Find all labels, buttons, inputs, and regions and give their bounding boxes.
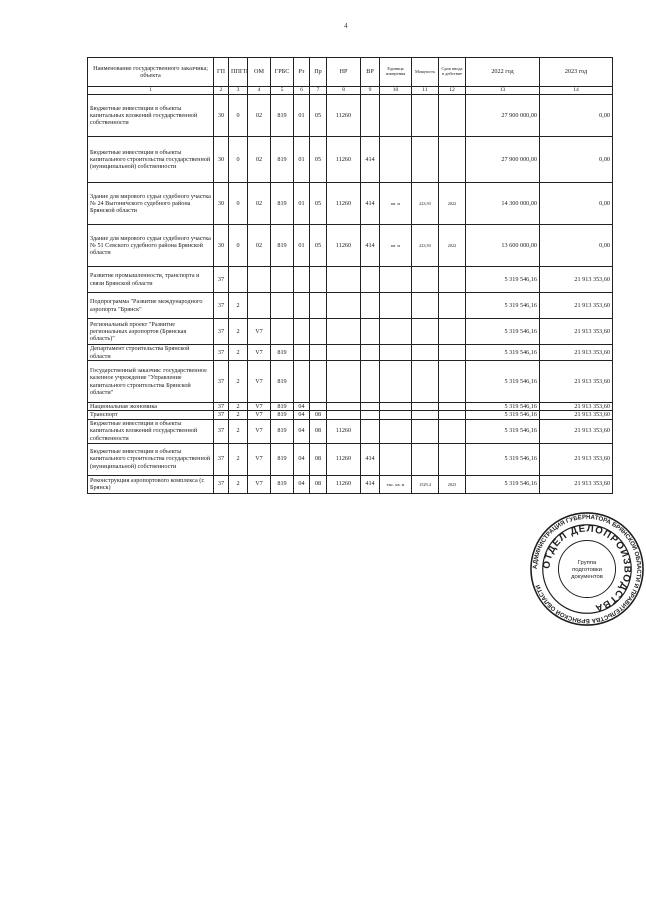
header-2023: 2023 год [540,58,613,87]
col-number: 14 [540,87,613,95]
cell-name: Региональный проект "Развитие региональных аэропортов (Брянская область)" [88,319,214,345]
cell-y2022: 5 319 546,16 [466,267,540,293]
cell-pr: 05 [310,183,327,225]
table-row [88,319,613,345]
cell-pr: 08 [310,475,327,493]
cell-gp: 30 [214,225,229,267]
cell-rz: 01 [294,137,310,183]
header-2022: 2022 год [466,58,540,87]
cell-deadline [439,403,466,411]
cell-pr: 05 [310,137,327,183]
cell-om: V7 [248,345,271,361]
cell-ppgp: 2 [229,411,248,419]
cell-nr [327,345,361,361]
table-row [88,225,613,267]
header-unit: Единица измерения [380,58,412,87]
stamp-center-line: подготовки [572,566,602,573]
cell-ppgp: 2 [229,443,248,475]
cell-capacity [412,319,439,345]
cell-name: Бюджетные инвестиции в объекты капитального строительства государственной (муниципальной) собственности [88,443,214,475]
cell-y2022: 5 319 546,16 [466,443,540,475]
stamp-center-line: Группа [577,560,597,567]
header-row [88,58,613,87]
col-number: 5 [271,87,294,95]
cell-grbs: 819 [271,419,294,443]
cell-grbs [271,293,294,319]
cell-y2023: 21 913 353,60 [540,443,613,475]
cell-y2022: 5 319 546,16 [466,411,540,419]
header-vr: ВР [361,58,380,87]
table-body [88,95,613,494]
cell-nr [327,361,361,403]
col-number: 13 [466,87,540,95]
cell-y2023: 21 913 353,60 [540,403,613,411]
cell-unit [380,293,412,319]
cell-vr [361,419,380,443]
col-number: 7 [310,87,327,95]
cell-capacity: 223,93 [412,183,439,225]
cell-om: V7 [248,411,271,419]
cell-gp: 37 [214,267,229,293]
col-number: 6 [294,87,310,95]
col-number: 4 [248,87,271,95]
cell-unit [380,345,412,361]
col-number: 8 [327,87,361,95]
cell-y2022: 5 319 546,16 [466,419,540,443]
cell-deadline: 2022 [439,225,466,267]
cell-nr: 11260 [327,475,361,493]
cell-name: Здание для мирового судьи судебного участка № 51 Севского судебного района Брянской области [88,225,214,267]
cell-deadline [439,95,466,137]
cell-capacity [412,293,439,319]
header-nr: НР [327,58,361,87]
col-number: 9 [361,87,380,95]
cell-name: Государственный заказчик: государственное казенное учреждение "Управление капитального строительства Брянской области" [88,361,214,403]
cell-pr [310,403,327,411]
cell-om: V7 [248,319,271,345]
cell-om: 02 [248,225,271,267]
cell-capacity [412,95,439,137]
cell-deadline [439,137,466,183]
page-number: 4 [344,22,348,30]
table-row [88,345,613,361]
cell-unit: тыс. кв. м [380,475,412,493]
cell-y2023: 21 913 353,60 [540,475,613,493]
cell-nr [327,293,361,319]
cell-om: 02 [248,183,271,225]
cell-grbs: 819 [271,137,294,183]
cell-om: V7 [248,361,271,403]
cell-y2023: 21 913 353,60 [540,345,613,361]
cell-rz [294,345,310,361]
header-grbs: ГРБС [271,58,294,87]
budget-table [87,57,613,494]
cell-gp: 37 [214,345,229,361]
cell-name: Национальная экономика [88,403,214,411]
table-row [88,137,613,183]
cell-rz [294,361,310,403]
office-stamp [528,510,646,628]
cell-grbs: 819 [271,345,294,361]
cell-vr: 414 [361,443,380,475]
cell-capacity [412,411,439,419]
cell-y2022: 13 600 000,00 [466,225,540,267]
cell-vr [361,267,380,293]
cell-y2022: 5 319 546,16 [466,403,540,411]
cell-name: Подпрограмма "Развитие международного аэропорта "Брянск" [88,293,214,319]
cell-rz: 04 [294,475,310,493]
cell-grbs: 819 [271,95,294,137]
cell-deadline: 2023 [439,475,466,493]
cell-rz [294,293,310,319]
cell-deadline: 2022 [439,183,466,225]
cell-grbs [271,267,294,293]
cell-name: Департамент строительства Брянской области [88,345,214,361]
cell-gp: 37 [214,475,229,493]
cell-ppgp: 2 [229,403,248,411]
cell-gp: 37 [214,403,229,411]
cell-rz: 04 [294,411,310,419]
cell-vr [361,293,380,319]
cell-grbs: 819 [271,475,294,493]
cell-pr: 05 [310,225,327,267]
cell-om: V7 [248,403,271,411]
cell-vr [361,403,380,411]
stamp-center-line: документов [571,573,603,580]
cell-ppgp [229,267,248,293]
cell-nr: 11260 [327,225,361,267]
cell-ppgp: 2 [229,293,248,319]
cell-capacity [412,419,439,443]
cell-y2023: 21 913 353,60 [540,361,613,403]
cell-grbs: 819 [271,411,294,419]
cell-vr: 414 [361,225,380,267]
cell-vr: 414 [361,137,380,183]
cell-ppgp: 2 [229,345,248,361]
cell-ppgp: 0 [229,95,248,137]
cell-gp: 37 [214,443,229,475]
stamp-outer-text: АДМИНИСТРАЦИЯ ГУБЕРНАТОРА БРЯНСКОЙ ОБЛАСТИ И ПРАВИТЕЛЬСТВА БРЯНСКОЙ ОБЛАСТИ [531,513,643,625]
cell-unit [380,419,412,443]
cell-grbs [271,319,294,345]
cell-vr: 414 [361,475,380,493]
cell-ppgp: 0 [229,137,248,183]
cell-y2023: 21 913 353,60 [540,419,613,443]
cell-rz: 01 [294,225,310,267]
header-gp: ГП [214,58,229,87]
cell-gp: 37 [214,419,229,443]
cell-grbs: 819 [271,225,294,267]
cell-name: Реконструкция аэропортового комплекса (г. Брянск) [88,475,214,493]
cell-pr: 08 [310,443,327,475]
cell-nr: 11260 [327,419,361,443]
cell-y2023: 21 913 353,60 [540,411,613,419]
cell-pr [310,293,327,319]
cell-unit [380,411,412,419]
col-number: 1 [88,87,214,95]
cell-capacity [412,403,439,411]
cell-y2022: 5 319 546,16 [466,293,540,319]
cell-y2023: 21 913 353,60 [540,293,613,319]
column-numbers-row [88,87,613,95]
cell-rz [294,319,310,345]
cell-unit: кв. м [380,225,412,267]
cell-deadline [439,361,466,403]
cell-grbs: 819 [271,183,294,225]
cell-rz: 04 [294,403,310,411]
cell-deadline [439,443,466,475]
col-number: 2 [214,87,229,95]
cell-y2023: 0,00 [540,225,613,267]
cell-om: 02 [248,95,271,137]
cell-nr: 11260 [327,443,361,475]
header-capacity: Мощность [412,58,439,87]
cell-vr [361,411,380,419]
cell-capacity [412,267,439,293]
cell-unit [380,137,412,183]
cell-gp: 30 [214,137,229,183]
cell-pr: 08 [310,419,327,443]
cell-ppgp: 2 [229,319,248,345]
cell-vr [361,319,380,345]
cell-om [248,267,271,293]
cell-y2023: 0,00 [540,183,613,225]
stamp-dept-text: ОТДЕЛ ДЕЛОПРОИЗВОДСТВА [541,523,633,614]
cell-rz: 01 [294,183,310,225]
cell-gp: 37 [214,293,229,319]
cell-om: 02 [248,137,271,183]
header-om: ОМ [248,58,271,87]
cell-nr: 11260 [327,95,361,137]
cell-name: Бюджетные инвестиции в объекты капитальных вложений государственной собственности [88,419,214,443]
table-row [88,361,613,403]
cell-gp: 37 [214,411,229,419]
header-rz: Рз [294,58,310,87]
col-number: 3 [229,87,248,95]
cell-gp: 30 [214,95,229,137]
table-row [88,267,613,293]
cell-vr [361,345,380,361]
cell-deadline [439,293,466,319]
col-number: 11 [412,87,439,95]
cell-capacity [412,345,439,361]
cell-ppgp: 2 [229,419,248,443]
cell-y2022: 27 900 000,00 [466,137,540,183]
cell-vr [361,361,380,403]
table-row [88,183,613,225]
header-ppgp: ППГП [229,58,248,87]
cell-nr [327,267,361,293]
cell-pr [310,267,327,293]
cell-capacity: 1529,4 [412,475,439,493]
col-number: 12 [439,87,466,95]
cell-nr [327,403,361,411]
cell-rz: 04 [294,443,310,475]
cell-name: Бюджетные инвестиции в объекты капитального строительства государственной (муниципальной) собственности [88,137,214,183]
cell-deadline [439,345,466,361]
cell-ppgp: 0 [229,183,248,225]
cell-y2023: 21 913 353,60 [540,319,613,345]
cell-rz [294,267,310,293]
cell-ppgp: 2 [229,361,248,403]
col-number: 10 [380,87,412,95]
cell-gp: 30 [214,183,229,225]
table-row [88,443,613,475]
cell-vr: 414 [361,183,380,225]
cell-rz: 01 [294,95,310,137]
cell-grbs: 819 [271,361,294,403]
cell-unit [380,319,412,345]
cell-name: Здание для мирового судьи судебного участка № 24 Выгоничского судебного района Брянской области [88,183,214,225]
table-row [88,419,613,443]
cell-unit [380,95,412,137]
cell-nr [327,319,361,345]
table-row [88,411,613,419]
cell-pr: 08 [310,411,327,419]
cell-unit [380,443,412,475]
cell-name: Развитие промышленности, транспорта и связи Брянской области [88,267,214,293]
cell-name: Транспорт [88,411,214,419]
cell-om: V7 [248,443,271,475]
table-row [88,95,613,137]
cell-deadline [439,419,466,443]
cell-gp: 37 [214,361,229,403]
cell-unit [380,403,412,411]
cell-deadline [439,319,466,345]
cell-nr: 11260 [327,183,361,225]
cell-y2023: 0,00 [540,95,613,137]
cell-rz: 04 [294,419,310,443]
cell-capacity [412,137,439,183]
cell-y2022: 5 319 546,16 [466,361,540,403]
cell-y2022: 27 900 000,00 [466,95,540,137]
cell-pr [310,361,327,403]
cell-ppgp: 0 [229,225,248,267]
cell-deadline [439,267,466,293]
cell-pr [310,319,327,345]
cell-grbs: 819 [271,403,294,411]
cell-gp: 37 [214,319,229,345]
cell-deadline [439,411,466,419]
cell-unit [380,361,412,403]
cell-y2023: 0,00 [540,137,613,183]
table-row [88,475,613,493]
cell-grbs: 819 [271,443,294,475]
cell-unit [380,267,412,293]
table-row [88,403,613,411]
header-name: Наименование государственного заказчика; объекта [88,58,214,87]
header-deadline: Срок ввода в действие [439,58,466,87]
table-row [88,293,613,319]
cell-om: V7 [248,419,271,443]
cell-y2022: 5 319 546,16 [466,345,540,361]
cell-unit: кв. м [380,183,412,225]
cell-om: V7 [248,475,271,493]
cell-capacity [412,361,439,403]
cell-y2023: 21 913 353,60 [540,267,613,293]
cell-vr [361,95,380,137]
cell-om [248,293,271,319]
cell-nr [327,411,361,419]
cell-y2022: 14 300 000,00 [466,183,540,225]
header-pr: Пр [310,58,327,87]
cell-ppgp: 2 [229,475,248,493]
cell-pr: 05 [310,95,327,137]
cell-y2022: 5 319 546,16 [466,319,540,345]
cell-capacity [412,443,439,475]
cell-nr: 11260 [327,137,361,183]
cell-pr [310,345,327,361]
cell-name: Бюджетные инвестиции в объекты капитальных вложений государственной собственности [88,95,214,137]
cell-capacity: 223,93 [412,225,439,267]
cell-y2022: 5 319 546,16 [466,475,540,493]
